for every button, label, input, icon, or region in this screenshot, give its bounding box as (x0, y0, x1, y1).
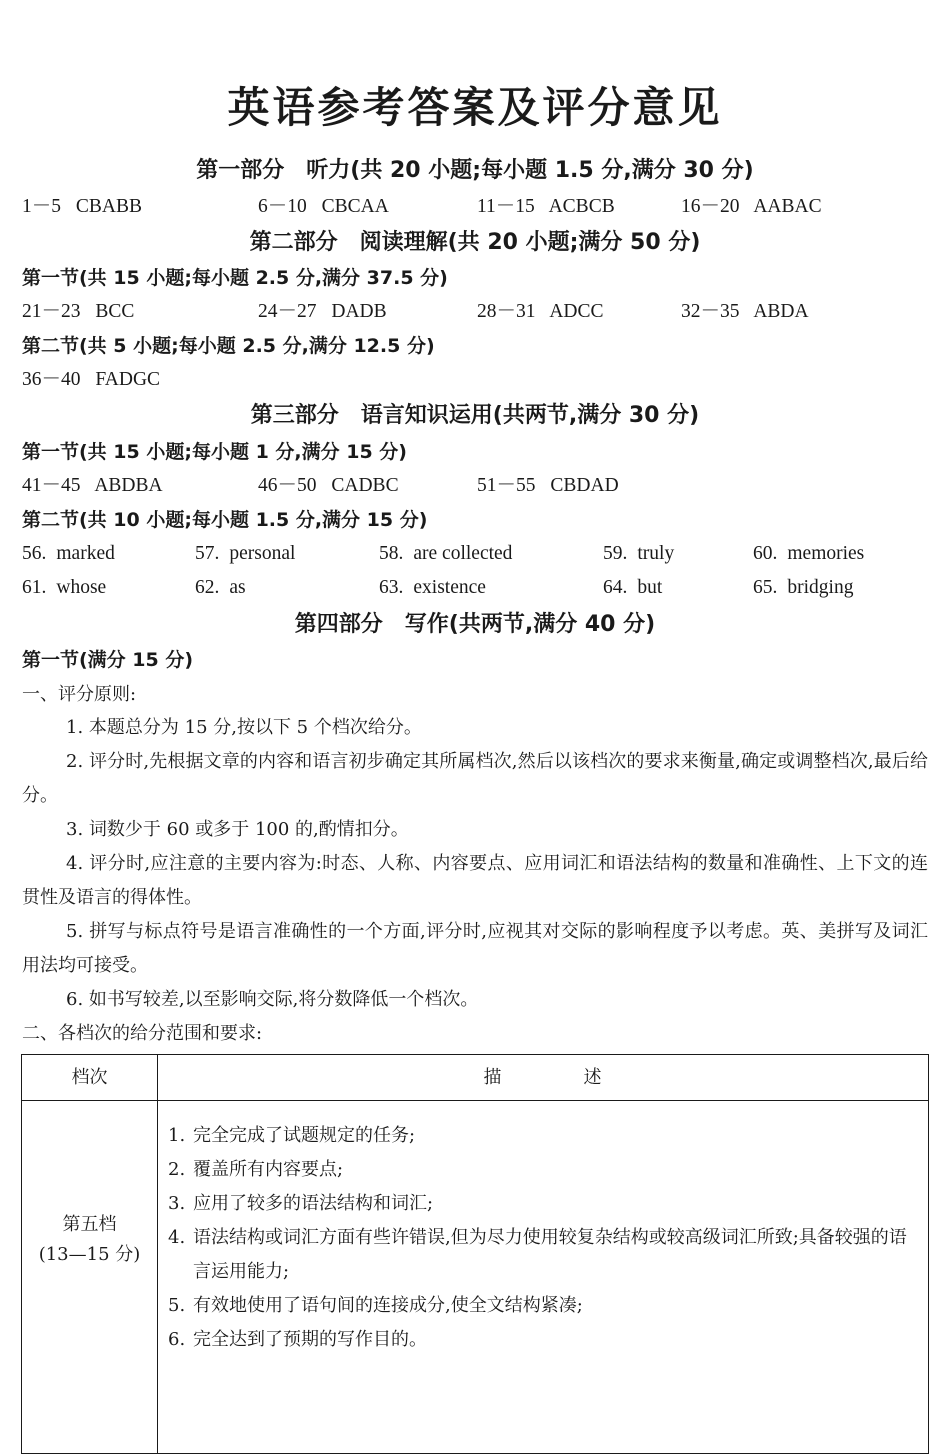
answer-letters: CADBC (331, 475, 399, 496)
description-item (168, 1153, 918, 1187)
answer-word: as (229, 577, 246, 598)
word-answer (22, 540, 115, 568)
description-item (168, 1289, 918, 1323)
principle-item: 1. 本题总分为 15 分,按以下 5 个档次给分。 (66, 717, 422, 738)
question-number: 57. (195, 543, 220, 564)
part2-section1-answer-row (0, 298, 950, 326)
answer-group (22, 472, 163, 500)
answer-range: 36－40 (22, 369, 81, 390)
answer-word: personal (229, 543, 296, 564)
question-number: 65. (753, 577, 778, 598)
principle-item: 4. 评分时,应注意的主要内容为:时态、人称、内容要点、应用词汇和语法结构的数量和准确性、上下文的连贯性及语言的得体性。 (22, 853, 928, 908)
item-text: 覆盖所有内容要点; (193, 1159, 344, 1180)
answer-group (258, 193, 389, 221)
question-number: 58. (379, 543, 404, 564)
answer-letters: ABDBA (94, 475, 163, 496)
answer-range: 46－50 (258, 475, 317, 496)
grade-ranges-label: 二、各档次的给分范围和要求: (22, 1023, 263, 1044)
item-number: 3. (168, 1193, 186, 1214)
table-header-grade: 档次 (71, 1067, 108, 1088)
grade-description-list (168, 1119, 918, 1357)
answer-range: 1－5 (22, 196, 62, 217)
answer-group (477, 472, 619, 500)
scoring-principles-label: 一、评分原则: (22, 684, 137, 705)
item-number: 6. (168, 1329, 186, 1350)
word-answer (603, 574, 662, 602)
part3-section1-answer-row (0, 472, 950, 500)
answer-range: 16－20 (681, 196, 740, 217)
answer-word: whose (56, 577, 107, 598)
answer-group (681, 193, 822, 221)
answer-group (477, 193, 615, 221)
answer-range: 32－35 (681, 301, 740, 322)
answer-range: 24－27 (258, 301, 317, 322)
description-item (168, 1323, 918, 1357)
answer-letters: ABDA (753, 301, 809, 322)
part3-section2-answer-row (0, 574, 950, 602)
principle-item: 3. 词数少于 60 或多于 100 的,酌情扣分。 (66, 819, 409, 840)
item-text: 完全完成了试题规定的任务; (193, 1125, 416, 1146)
answer-letters: FADGC (95, 369, 161, 390)
answer-range: 28－31 (477, 301, 536, 322)
answer-word: bridging (787, 577, 854, 598)
answer-group (22, 298, 134, 326)
item-number: 5. (168, 1295, 186, 1316)
item-number: 4. (168, 1227, 186, 1248)
answer-word: existence (413, 577, 486, 598)
answer-word: are collected (413, 543, 513, 564)
question-number: 56. (22, 543, 47, 564)
word-answer (379, 574, 486, 602)
part2-section2-answer-row (0, 366, 950, 394)
item-number: 1. (168, 1125, 186, 1146)
answer-letters: DADB (331, 301, 387, 322)
part3-section2-answer-row (0, 540, 950, 568)
question-number: 59. (603, 543, 628, 564)
part1-heading: 第一部分 听力(共 20 小题;每小题 1.5 分,满分 30 分) (196, 158, 754, 183)
part2-section1-heading: 第一节(共 15 小题;每小题 2.5 分,满分 37.5 分) (22, 267, 448, 289)
item-text: 应用了较多的语法结构和词汇; (193, 1193, 434, 1214)
answer-range: 41－45 (22, 475, 81, 496)
table-header-description: 描 述 (483, 1067, 604, 1088)
principle-item: 2. 评分时,先根据文章的内容和语言初步确定其所属档次,然后以该档次的要求来衡量,确定或调整档次,最后给分。 (22, 751, 928, 806)
answer-group (681, 298, 809, 326)
answer-group (22, 193, 142, 221)
grade-name: 第五档 (62, 1214, 117, 1235)
answer-group (477, 298, 604, 326)
word-answer (753, 574, 853, 602)
question-number: 61. (22, 577, 47, 598)
word-answer (603, 540, 674, 568)
answer-letters: CBDAD (550, 475, 619, 496)
part2-heading: 第二部分 阅读理解(共 20 小题;满分 50 分) (249, 230, 701, 255)
part3-heading: 第三部分 语言知识运用(共两节,满分 30 分) (250, 403, 700, 428)
item-text: 有效地使用了语句间的连接成分,使全文结构紧凑; (193, 1295, 583, 1316)
word-answer (379, 540, 512, 568)
answer-word: truly (637, 543, 675, 564)
question-number: 64. (603, 577, 628, 598)
part3-section2-heading: 第二节(共 10 小题;每小题 1.5 分,满分 15 分) (22, 509, 428, 531)
answer-word: marked (56, 543, 115, 564)
grade-level-cell (22, 1210, 157, 1270)
answer-word: memories (787, 543, 865, 564)
answer-group (258, 298, 387, 326)
description-item (168, 1221, 918, 1289)
item-number: 2. (168, 1159, 186, 1180)
page-title: 英语参考答案及评分意见 (227, 83, 723, 132)
description-item (168, 1187, 918, 1221)
part4-heading: 第四部分 写作(共两节,满分 40 分) (294, 612, 656, 637)
part2-section2-heading: 第二节(共 5 小题;每小题 2.5 分,满分 12.5 分) (22, 335, 435, 357)
part4-section1-heading: 第一节(满分 15 分) (22, 649, 194, 671)
answer-letters: CBABB (75, 196, 142, 217)
principle-item: 5. 拼写与标点符号是语言准确性的一个方面,评分时,应视其对交际的影响程度予以考虑。英、美拼写及词汇用法均可接受。 (22, 921, 928, 976)
table-divider (157, 1055, 158, 1453)
answer-group (22, 366, 160, 394)
word-answer (195, 540, 295, 568)
answer-group (258, 472, 399, 500)
answer-letters: CBCAA (321, 196, 389, 217)
answer-range: 21－23 (22, 301, 81, 322)
part3-section1-heading: 第一节(共 15 小题;每小题 1 分,满分 15 分) (22, 441, 407, 463)
question-number: 60. (753, 543, 778, 564)
answer-letters: ADCC (549, 301, 604, 322)
description-item (168, 1119, 918, 1153)
answer-letters: AABAC (753, 196, 822, 217)
word-answer (753, 540, 864, 568)
item-text: 语法结构或词汇方面有些许错误,但为尽力使用较复杂结构或较高级词汇所致;具备较强的语言运用能力; (193, 1227, 907, 1282)
question-number: 63. (379, 577, 404, 598)
answer-letters: BCC (95, 301, 135, 322)
part1-answer-row (0, 193, 950, 221)
principle-item: 6. 如书写较差,以至影响交际,将分数降低一个档次。 (66, 989, 479, 1010)
answer-word: but (637, 577, 663, 598)
answer-letters: ACBCB (548, 196, 615, 217)
answer-range: 51－55 (477, 475, 536, 496)
answer-range: 11－15 (477, 196, 535, 217)
grade-score-range: (13—15 分) (38, 1244, 141, 1265)
grading-table (21, 1054, 929, 1454)
word-answer (195, 574, 246, 602)
item-text: 完全达到了预期的写作目的。 (193, 1329, 427, 1350)
answer-range: 6－10 (258, 196, 307, 217)
question-number: 62. (195, 577, 220, 598)
word-answer (22, 574, 106, 602)
